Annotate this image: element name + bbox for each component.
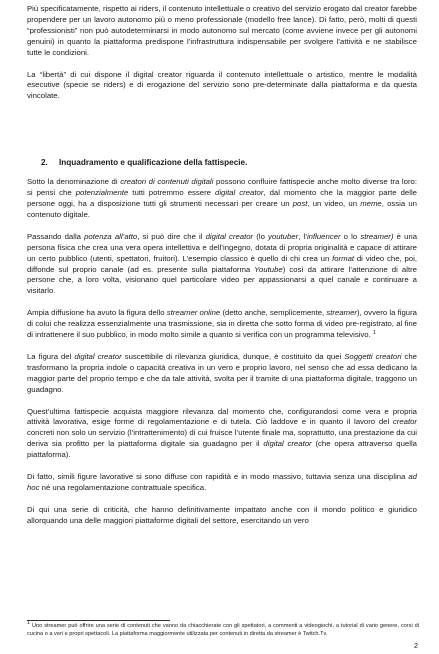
section-heading [27, 158, 417, 169]
text-run: , ossia un contenuto digitale. [27, 198, 417, 219]
text-run: o lo [340, 231, 361, 241]
italic-text: streamer online [166, 308, 221, 318]
page-number: 2 [414, 641, 418, 650]
text-run: (lo [253, 231, 269, 241]
italic-text: post [292, 198, 308, 208]
italic-text: ad hoc [27, 472, 417, 492]
text-run: , si può dire che il [137, 231, 206, 241]
italic-text: digital creator [205, 231, 254, 241]
italic-text: digital creator [74, 351, 122, 361]
text-run: tutti potremmo essere [128, 188, 216, 198]
text-run: , dal momento che la maggior parte delle persone oggi, ha a disposizione tutti gli strumenti necessari per creare un [27, 188, 417, 208]
italic-text: creatori di contenuti digitali [120, 177, 214, 187]
text-run: possono confluire fattispecie anche molto diverse tra loro: si pensi che [27, 177, 418, 198]
footnote-reference: 1 [372, 330, 376, 337]
italic-text: meme [360, 198, 382, 208]
text-run: Di fatto, simili figure lavorative si sono diffuse con rapidità e in modo massivo, tuttavia senza una disciplina [27, 472, 409, 482]
text-run: , l’ [298, 231, 307, 241]
paragraph [27, 472, 417, 494]
text-run: Quest’ultima fattispecie acquista maggiore rilevanza dal momento che, configurandosi come vera e propria attività lavorativa, esige forme di regolamentazione e di tutela. Ciò laddove e in quanto il lavoro del [27, 406, 417, 427]
text-run: Passando dalla [27, 231, 85, 241]
paragraph [27, 4, 417, 59]
text-run: La figura del [27, 351, 75, 361]
italic-text: potenza all’atto [84, 231, 138, 241]
section-number: 2. [41, 158, 48, 168]
text-run: Sotto la denominazione di [27, 177, 121, 187]
text-run: ) così da attirare l’attenzione di altre persone che, a loro volta, visionano quel particolare video per appassionarsi a quel canale e continuare a visitarlo. [27, 264, 417, 296]
text-run: che trasformano la propria indole o capacità creativa in un vero e proprio lavoro, nel senso che ad essa dedicano la maggior parte del proprio tempo e che da tale attività, svolta per il tramite di una piattaforma digitale, traggono un guadagno. [27, 351, 417, 394]
text-run: (che opera attraverso quella piattaforma). [27, 439, 417, 460]
paragraph [27, 308, 417, 341]
footnote-mark: 1 [27, 620, 31, 626]
paragraph [27, 352, 417, 396]
paragraph [27, 70, 417, 103]
italic-text: creator [392, 417, 417, 427]
footnote-text: Uno streamer può offrire una serie di contenuti che vanno da chiacchierate con gli spettatori, a commenti a videogiochi, a tutorial di vario genere, corsi di cucina o a veri e propri spettacoli. La piattaforma maggiormente utilizzata per contenuti in diretta da streamer è Twitch.Tv. [27, 623, 419, 637]
footnote-separator [27, 620, 170, 621]
italic-text: streamer) [360, 231, 394, 241]
italic-text: streamer [326, 308, 357, 318]
italic-text: Youtube [254, 264, 283, 274]
text-run: ), ovvero la figura di colui che realizza essenzialmente una trasmissione, sia in diretta che sotto forma di video pre-registrato, al fine di intrattenere il suo pubblico, in modo molto simile a quanto si verifica con un programma televisivo. [27, 308, 417, 340]
text-run: suscettibile di rilevanza giuridica, dunque, è costituito da quei [121, 351, 345, 361]
text-run: (detto anche, semplicemente, [220, 308, 327, 318]
paragraph [27, 232, 417, 297]
text-run: Di qui una serie di criticità, che hanno definitivamente impattato anche con il mondo politico e giuridico allorquando una delle maggiori piattaforme digitali del settore, esercitando un vero [27, 504, 417, 525]
text-run: di video che, poi, diffonde sul proprio canale (ad es. presente sulla piattaforma [27, 253, 417, 274]
text-run: né una regolamentazione contrattuale specifica. [39, 483, 207, 492]
text-run: concreti non solo un servizio (l’intrattenimento) di cui fruisce l’utente finale ma, soprattutto, una prestazione da cui deriva sia profitto per la piattaforma digitale sia guadagno per il [27, 428, 417, 449]
text-run: è una persona fisica che crea una vera opera intellettiva e dell’ingegno, dotata di propria originalità e capace di attirare un certo pubblico (utenti, spettatori, fruitori). L’esempio classico è quello di chi crea un [27, 231, 417, 263]
paragraph [27, 505, 417, 527]
document-body [27, 4, 417, 527]
footnote [27, 620, 419, 638]
paragraphs-after-section [27, 177, 417, 527]
italic-text: digital creator [263, 439, 312, 449]
text-run: Più specificatamente, rispetto ai riders, il contenuto intellettuale o creativo del servizio erogato dal creator farebbe propendere per un lavoro autonomo più o meno professionale (modello free lance). Di fatto, però, molti di questi “professionisti” non può autodeterminarsi in modo autonomo sul mercato (come avviene invece per gli autonomi genuini) in quanto la piattaforma predispone l’infrastruttura indispensabile per svolgere l’attività e ne stabilisce tutte le condizioni. [27, 4, 417, 57]
italic-text: format [332, 253, 355, 263]
paragraph [27, 177, 417, 221]
italic-text: Soggetti creatori [344, 351, 402, 361]
paragraphs-before-section [27, 4, 417, 102]
text-run: , un video, un [307, 198, 361, 208]
italic-text: potenzialmente [75, 188, 129, 198]
text-run: Ampia diffusione ha avuto la figura dello [27, 308, 167, 318]
italic-text: influencer [306, 231, 341, 241]
text-run: La “libertà” di cui dispone il digital creator riguarda il contenuto intellettuale o artistico, mentre le modalità esecutive (specie se riders) e di erogazione del servizio sono pre-determinate dalla piattaforma e da questa vincolate. [27, 69, 417, 101]
paragraph [27, 407, 417, 462]
italic-text: youtuber [268, 231, 299, 241]
section-title: Inquadramento e qualificazione della fattispecie. [59, 158, 248, 168]
italic-text: digital creator [215, 188, 264, 198]
